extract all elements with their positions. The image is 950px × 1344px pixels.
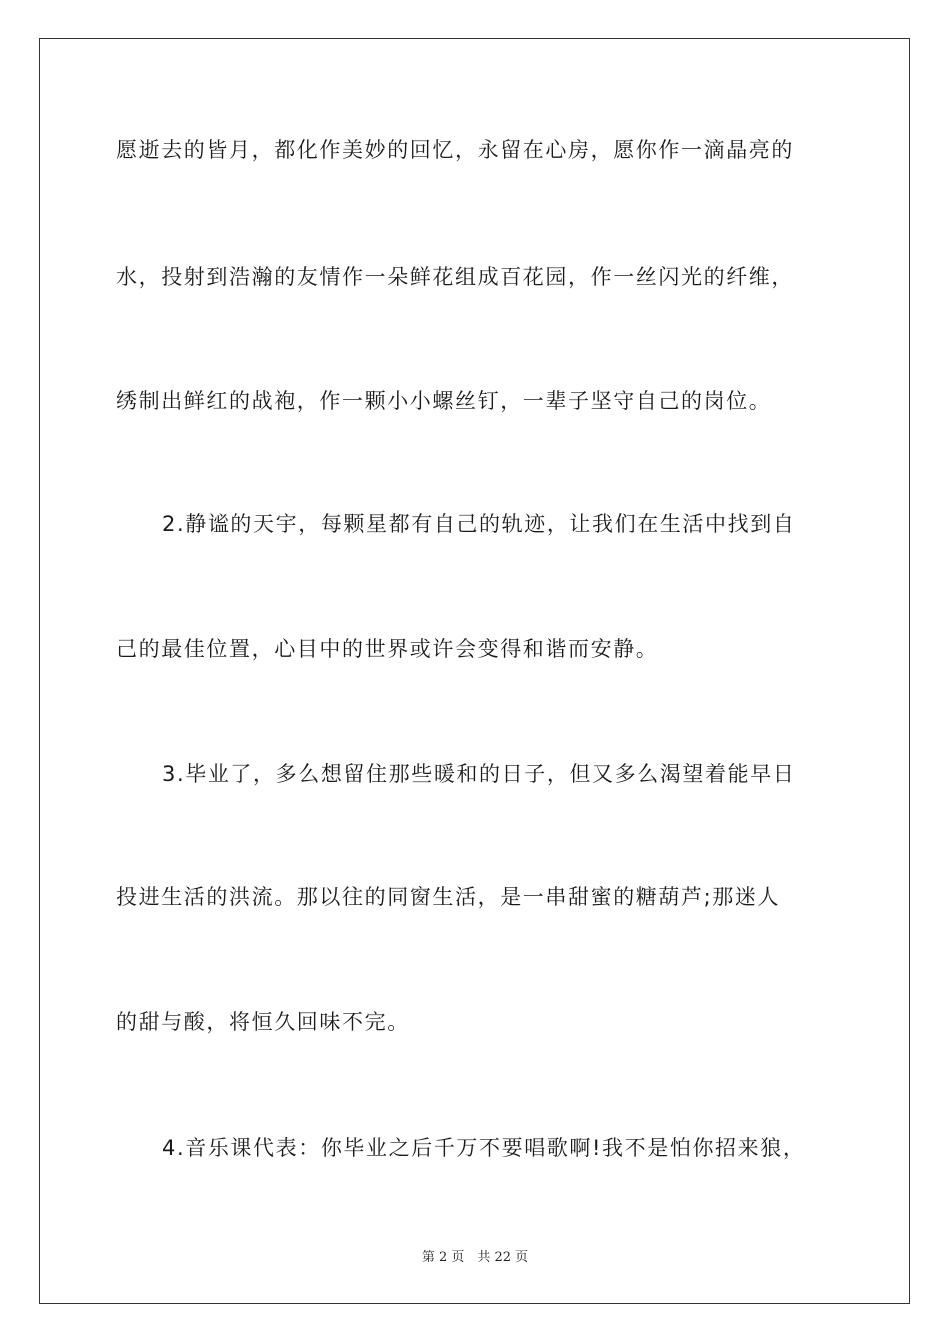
text-line-7: 投进生活的洪流。那以往的同窗生活，是一串甜蜜的糖葫芦;那迷人: [116, 885, 781, 909]
text-line-1: 愿逝去的皆月，都化作美妙的回忆，永留在心房，愿你作一滴晶亮的: [116, 138, 794, 162]
page-border: [39, 38, 910, 1304]
text-line-5: 己的最佳位置，心目中的世界或许会变得和谐而安静。: [116, 637, 659, 661]
text-line-6: 3.毕业了，多么想留住那些暖和的日子，但又多么渴望着能早日: [162, 762, 796, 786]
text-line-9: 4.音乐课代表：你毕业之后千万不要唱歌啊!我不是怕你招来狼，: [162, 1136, 806, 1160]
text-line-4: 2.静谧的天宇，每颗星都有自己的轨迹，让我们在生活中找到自: [162, 512, 796, 536]
text-line-8: 的甜与酸，将恒久回味不完。: [116, 1010, 410, 1034]
text-line-2: 水，投射到浩瀚的友情作一朵鲜花组成百花园，作一丝闪光的纤维，: [116, 265, 794, 289]
page-number-footer: 第 2 页 共 22 页: [421, 1250, 529, 1265]
text-line-3: 绣制出鲜红的战袍，作一颗小小螺丝钉，一辈子坚守自己的岗位。: [116, 389, 772, 413]
